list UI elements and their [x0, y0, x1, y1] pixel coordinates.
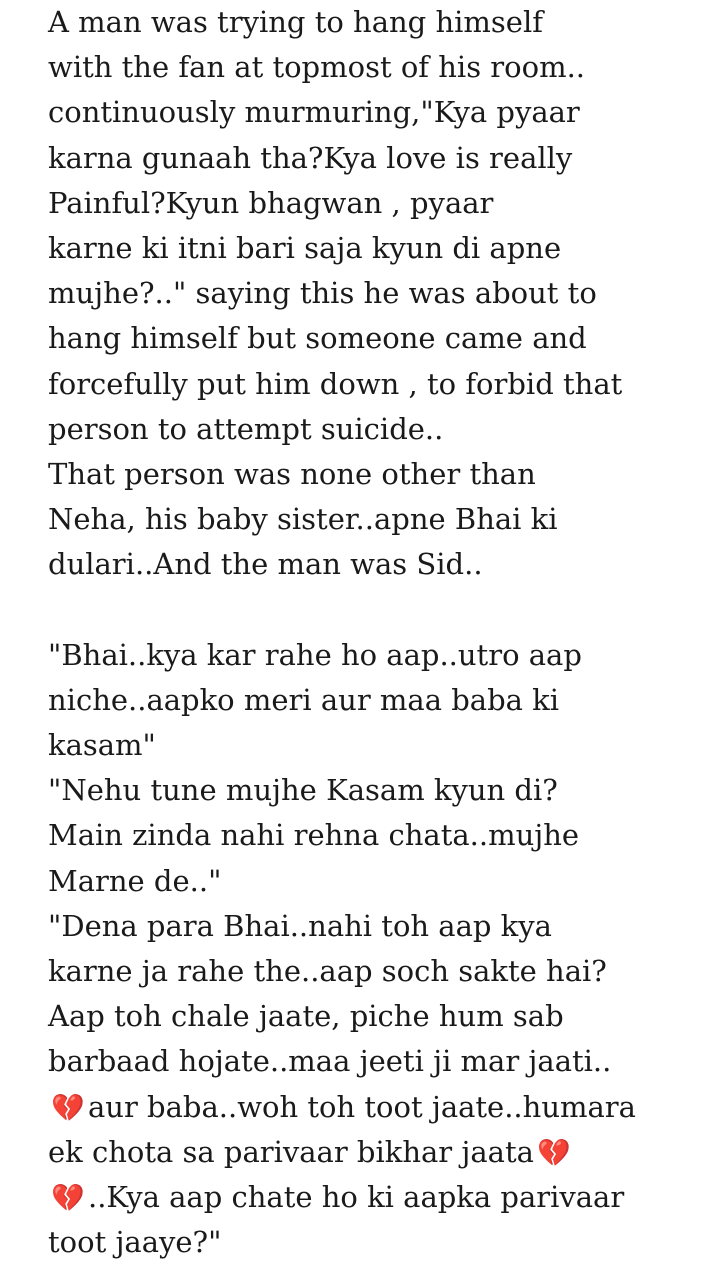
story-line: "Dena para Bhai..nahi toh aap kya	[48, 908, 552, 943]
story-line: A man was trying to hang himself	[48, 5, 543, 39]
story-line: karna gunaah tha?Kya love is really	[48, 140, 573, 175]
story-line: toot jaaye?"	[48, 1225, 222, 1260]
story-line: with the fan at topmost of his room..	[48, 50, 586, 85]
story-line: Neha, his baby sister..apne Bhai ki	[48, 502, 558, 537]
broken-heart-icon: 💔	[537, 1137, 571, 1169]
story-line-text: ek chota sa parivaar bikhar jaata	[48, 1134, 534, 1169]
story-line	[48, 1130, 698, 1175]
story-line: "Nehu tune mujhe Kasam kyun di?	[48, 773, 558, 808]
story-line: "Bhai..kya kar rahe ho aap..utro aap	[48, 637, 582, 672]
paragraph-gap	[48, 587, 698, 632]
story-line: mujhe?.." saying this he was about to	[48, 276, 597, 311]
story-line	[48, 1175, 698, 1220]
story-line: karne ki itni bari saja kyun di apne	[48, 230, 562, 265]
story-line: That person was none other than	[48, 456, 536, 491]
story-line: forcefully put him down , to forbid that	[48, 366, 623, 401]
story-text	[48, 0, 698, 1265]
story-line: dulari..And the man was Sid..	[48, 547, 483, 582]
broken-heart-icon: 💔	[51, 1182, 85, 1214]
story-line: Aap toh chale jaate, piche hum sab	[48, 999, 564, 1034]
story-line: kasam"	[48, 728, 156, 762]
story-line: niche..aapko meri aur maa baba ki	[48, 682, 559, 717]
story-line: Painful?Kyun bhagwan , pyaar	[48, 185, 494, 220]
story-line-text: ..Kya aap chate ho ki aapka parivaar	[88, 1179, 625, 1214]
story-line: hang himself but someone came and	[48, 321, 587, 356]
story-line: Marne de.."	[48, 863, 222, 898]
story-line: barbaad hojate..maa jeeti ji mar jaati..	[48, 1044, 612, 1079]
story-line-text: aur baba..woh toh toot jaate..humara	[88, 1089, 636, 1124]
story-line: person to attempt suicide..	[48, 411, 444, 446]
story-line	[48, 1085, 698, 1130]
story-line: karne ja rahe the..aap soch sakte hai?	[48, 953, 607, 988]
story-line: continuously murmuring,"Kya pyaar	[48, 95, 580, 130]
story-line: Main zinda nahi rehna chata..mujhe	[48, 818, 580, 853]
broken-heart-icon: 💔	[51, 1092, 85, 1124]
